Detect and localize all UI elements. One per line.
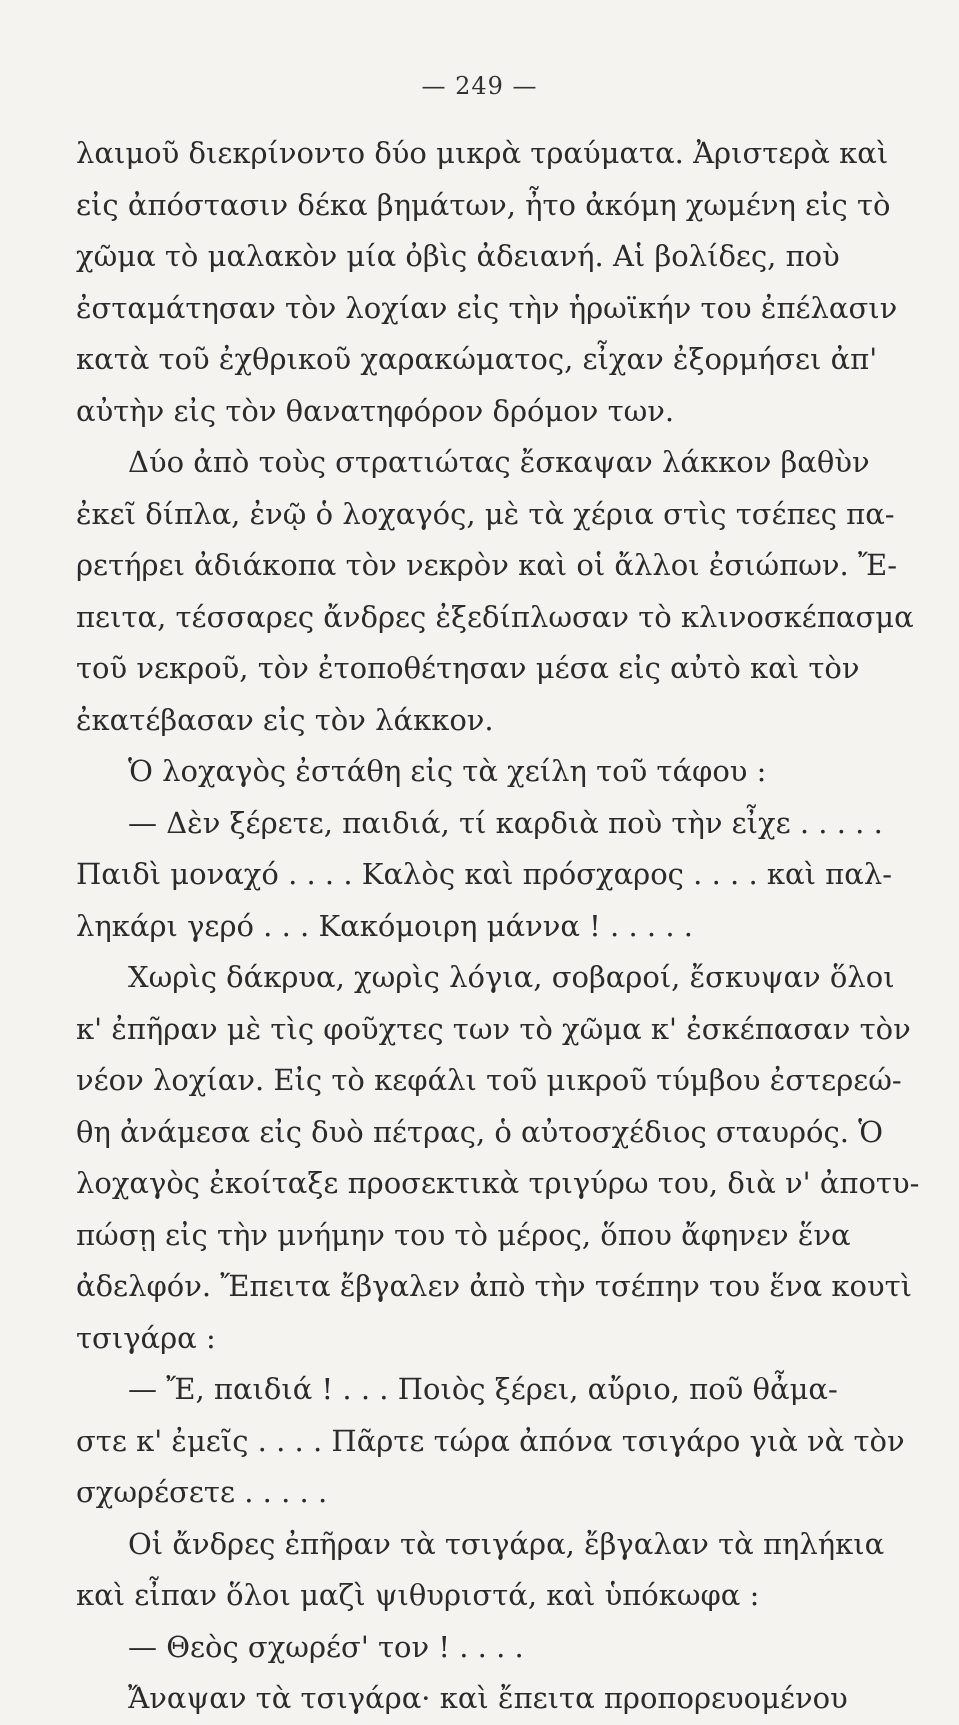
text-line: τσιγάρα :	[76, 1320, 216, 1355]
text-line: κατὰ τοῦ ἐχθρικοῦ χαρακώματος, εἶχαν ἐξορμήσει ἀπ'	[76, 342, 878, 376]
text-line: ἀδελφόν. Ἔπειτα ἔβγαλεν ἀπὸ τὴν τσέπην του ἕνα κουτὶ	[76, 1269, 913, 1303]
text-line: καὶ εἶπαν ὅλοι μαζὶ ψιθυριστά, καὶ ὑπόκωφα :	[76, 1578, 760, 1612]
text-line: ἐκατέβασαν εἰς τὸν λάκκον.	[76, 702, 494, 737]
text-line: Ὁ λοχαγὸς ἐστάθη εἰς τὰ χείλη τοῦ τάφου :	[128, 754, 767, 788]
text-line: λαιμοῦ διεκρίνοντο δύο μικρὰ τραύματα. Ἀριστερὰ καὶ	[76, 136, 889, 170]
text-line: κ' ἐπῆραν μὲ τὶς φοῦχτες των τὸ χῶμα κ' ἐσκέπασαν τὸν	[76, 1011, 911, 1046]
text-line: εἰς ἀπόστασιν δέκα βημάτων, ἦτο ἀκόμη χωμένη εἰς τὸ	[76, 187, 891, 222]
text-line: Ἄναψαν τὰ τσιγάρα· καὶ ἔπειτα προπορευομένου	[128, 1681, 848, 1715]
text-line: πώσῃ εἰς τὴν μνήμην του τὸ μέρος, ὅπου ἄφηνεν ἕνα	[76, 1217, 851, 1252]
text-line: χῶμα τὸ μαλακὸν μία ὀβὶς ἀδειανή. Αἱ βολίδες, ποὺ	[76, 239, 840, 273]
text-line: Οἱ ἄνδρες ἐπῆραν τὰ τσιγάρα, ἔβγαλαν τὰ πηλήκια	[128, 1526, 885, 1561]
text-line: ληκάρι γερό . . . Κακόμοιρη μάννα ! . . . . .	[76, 908, 693, 943]
text-line: — Ἔ, παιδιά ! . . . Ποιὸς ξέρει, αὔριο, ποῦ θἆμα-	[128, 1372, 838, 1406]
text-line: νέον λοχίαν. Εἰς τὸ κεφάλι τοῦ μικροῦ τύμβου ἐστερεώ-	[76, 1063, 902, 1097]
page-number: — 249 —	[421, 72, 538, 100]
text-line: — Δὲν ξέρετε, παιδιά, τί καρδιὰ ποὺ τὴν εἶχε . . . . .	[128, 805, 883, 840]
text-line: σχωρέσετε . . . . .	[76, 1475, 328, 1509]
text-line: αὐτὴν εἰς τὸν θανατηφόρον δρόμον των.	[76, 393, 675, 428]
body-text	[76, 128, 920, 1725]
text-line: ἐκεῖ δίπλα, ἐνῷ ὁ λοχαγός, μὲ τὰ χέρια στὶς τσέπες πα-	[76, 496, 895, 531]
text-line: λοχαγὸς ἐκοίταξε προσεκτικὰ τριγύρω του, διὰ ν' ἀποτυ-	[76, 1166, 920, 1200]
text-line: πειτα, τέσσαρες ἄνδρες ἐξεδίπλωσαν τὸ κλινοσκέπασμα	[76, 599, 914, 634]
text-line: ρετήρει ἀδιάκοπα τὸν νεκρὸν καὶ οἱ ἄλλοι ἐσιώπων. Ἔ-	[76, 548, 898, 582]
text-line: Παιδὶ μοναχό . . . . Καλὸς καὶ πρόσχαρος . . . . καὶ παλ-	[76, 857, 893, 891]
text-line: θη ἀνάμεσα εἰς δυὸ πέτρας, ὁ αὐτοσχέδιος σταυρός. Ὁ	[76, 1114, 884, 1149]
text-line: στε κ' ἐμεῖς . . . . Πᾶρτε τώρα ἀπόνα τσιγάρο γιὰ νὰ τὸν	[76, 1423, 905, 1458]
text-line: Χωρὶς δάκρυα, χωρὶς λόγια, σοβαροί, ἔσκυψαν ὅλοι	[128, 960, 895, 994]
text-line: ἐσταμάτησαν τὸν λοχίαν εἰς τὴν ἡρωϊκήν του ἐπέλασιν	[76, 290, 898, 325]
text-line: τοῦ νεκροῦ, τὸν ἐτοποθέτησαν μέσα εἰς αὐτὸ καὶ τὸν	[76, 651, 860, 685]
text-line: — Θεὸς σχωρέσ' τον ! . . . .	[128, 1629, 524, 1664]
text-line: Δύο ἀπὸ τοὺς στρατιώτας ἔσκαψαν λάκκον βαθὺν	[128, 445, 870, 479]
